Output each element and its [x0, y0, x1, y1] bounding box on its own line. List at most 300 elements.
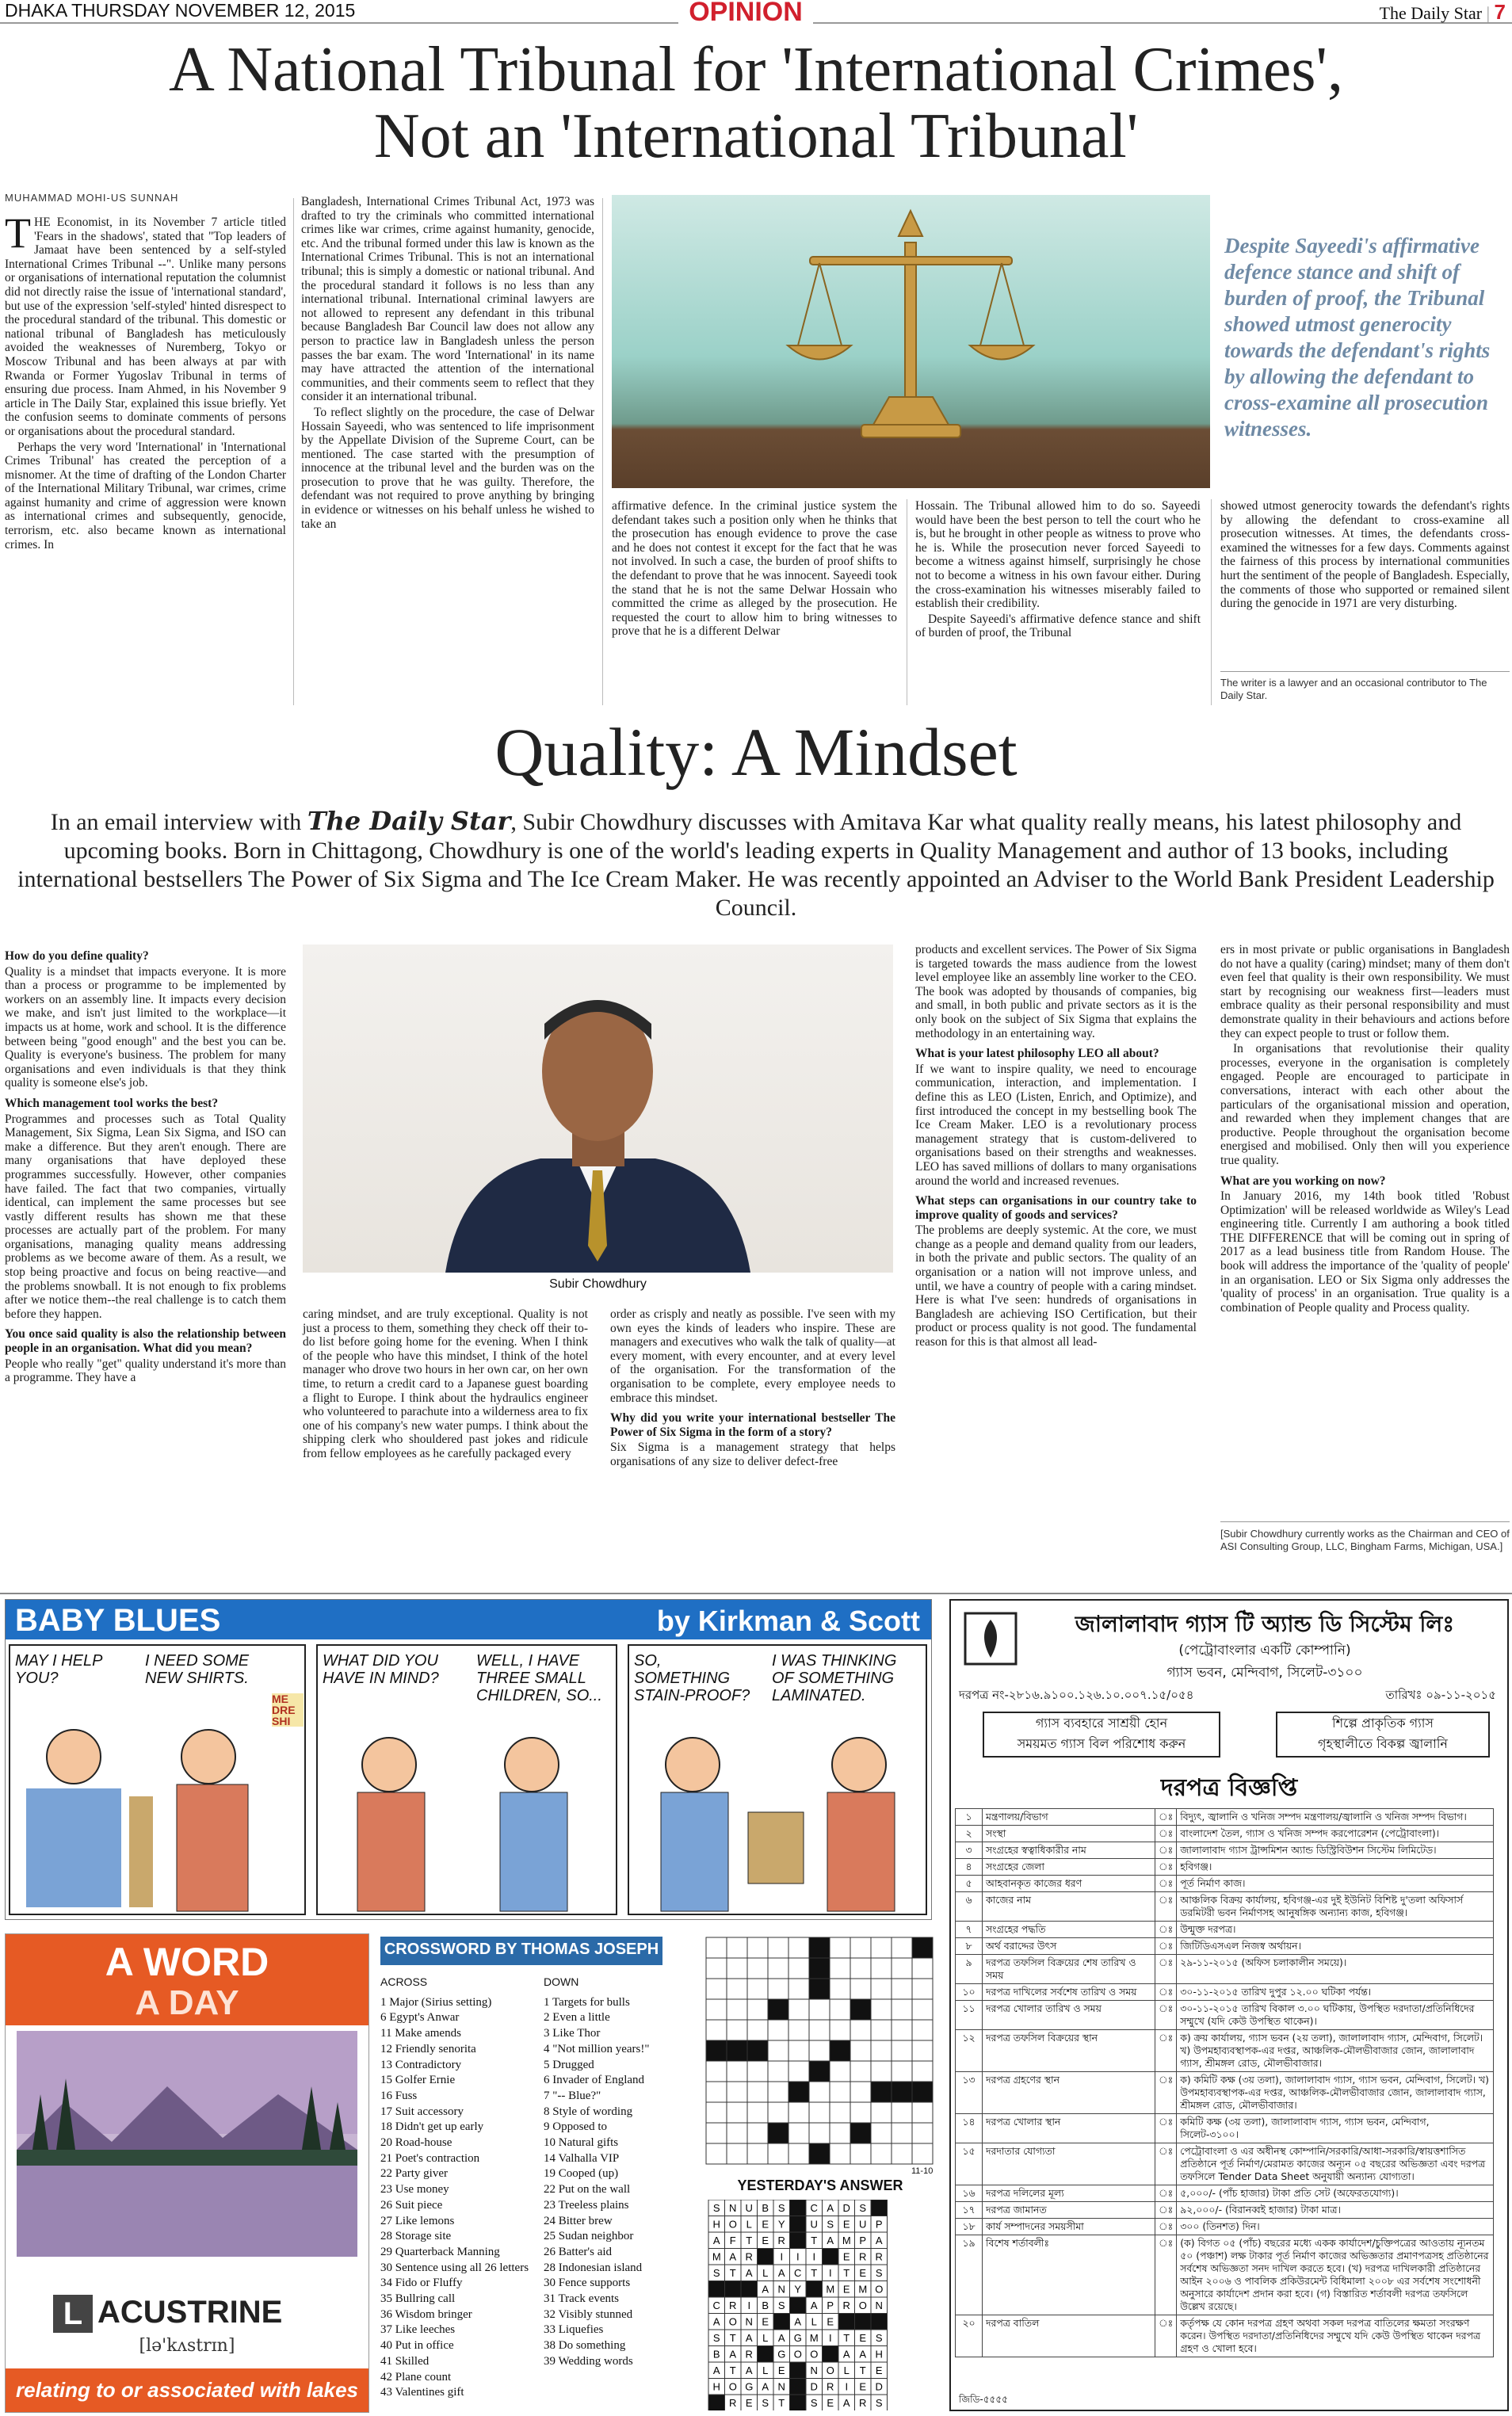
answer-cell — [708, 2281, 725, 2298]
interview-question: What are you working on now? — [1220, 1174, 1386, 1188]
byline: MUHAMMAD MOHI-US SUNNAH — [5, 192, 179, 204]
answer-letter: E — [762, 2315, 769, 2328]
tender-row — [956, 2001, 1494, 2030]
portrait-icon — [303, 945, 893, 1273]
grid-cell[interactable] — [706, 2082, 727, 2102]
answer-letter: O — [826, 2364, 834, 2376]
grid-cell[interactable] — [747, 2061, 768, 2082]
grid-cell[interactable] — [830, 2102, 850, 2123]
grid-cell[interactable] — [871, 2143, 892, 2164]
grid-cell[interactable] — [830, 1937, 850, 1958]
para: Programmes and processes such as Total Quality Management, Six Sigma, Lean Six Sigma, and ISO can make a difference. But they aren't enough. There are many organisations that have deployed these programmes successfully. However, other companies have failed. The fact that two companies, virtually identical, can implement the same processes but see vastly different results has shown me that these processes are actually part of the problem. For many organisations, managing quality means addressing problems as we become aware of them. As a result, we stop being proactive and focus on being reactive—and the problems snowball. It is not enough to fix problems after we notice them--the real challenge is to catch them before they happen. — [5, 1112, 286, 1321]
grid-cell[interactable] — [727, 2061, 747, 2082]
article1-col5 — [1220, 499, 1510, 613]
tender-cell: দরপত্র খোলার তারিখ ও সময় — [983, 2001, 1155, 2030]
grid-cell[interactable] — [706, 2123, 727, 2143]
tender-cell: ৩ — [956, 1842, 983, 1859]
clue: 20 Road-house — [380, 2136, 452, 2150]
section-divider — [0, 1593, 1512, 1594]
tender-cell: দরপত্র গ্রহণের স্থান — [983, 2072, 1155, 2114]
grid-cell[interactable] — [809, 2102, 830, 2123]
grid-cell[interactable] — [892, 2020, 912, 2040]
grid-cell[interactable] — [706, 1999, 727, 2020]
column-rule — [293, 198, 294, 705]
tender-cell: ১৮ — [956, 2219, 983, 2235]
answer-letter: T — [729, 2364, 736, 2376]
grid-cell — [850, 1999, 871, 2020]
answer-letter: H — [712, 2380, 720, 2393]
pronunciation: [lə'kʌstrɪn] — [139, 2336, 235, 2356]
grid-cell[interactable] — [727, 2102, 747, 2123]
comic-panel-2 — [316, 1644, 617, 1915]
memo-number: দরপত্র নং-২৮১৬.৯১০০.১২৬.১০.০০৭.১৫/০৫৪ — [959, 1688, 1194, 1702]
grid-cell[interactable] — [912, 1999, 933, 2020]
answer-letter: F — [729, 2235, 736, 2246]
tender-row — [956, 1955, 1494, 1984]
tender-cell: পূর্ত নির্মাণ কাজ। — [1177, 1876, 1494, 1892]
answer-letter: H — [712, 2218, 720, 2231]
company-logo-icon — [964, 1612, 1018, 1666]
answer-letter: E — [777, 2364, 785, 2376]
grid-cell[interactable] — [892, 2123, 912, 2143]
grid-cell[interactable] — [747, 2102, 768, 2123]
grid-cell[interactable] — [747, 1958, 768, 1979]
answer-letter: D — [842, 2202, 850, 2214]
grid-cell[interactable] — [892, 1999, 912, 2020]
comic-title: BABY BLUES — [15, 1603, 221, 1638]
grid-cell[interactable] — [768, 2102, 788, 2123]
grid-cell[interactable] — [912, 2102, 933, 2123]
grid-cell[interactable] — [850, 2082, 871, 2102]
tender-cell: ঃ — [1155, 2202, 1177, 2219]
tender-cell: ঃ — [1155, 1892, 1177, 1922]
grid-cell[interactable] — [892, 1958, 912, 1979]
grid-cell[interactable] — [727, 1999, 747, 2020]
tender-cell: কার্য সম্পাদনের সময়সীমা — [983, 2219, 1155, 2235]
tender-cell: ঃ — [1155, 1859, 1177, 1876]
answer-letter: R — [729, 2397, 737, 2409]
clue: 29 Quarterback Manning — [380, 2245, 500, 2258]
grid-cell — [850, 2123, 871, 2143]
grid-cell[interactable] — [706, 1937, 727, 1958]
baby-blues-comic — [5, 1599, 932, 1920]
tender-row — [956, 1842, 1494, 1859]
tender-row — [956, 1826, 1494, 1842]
tender-cell: বিশেষ শর্তাবলীঃ — [983, 2235, 1155, 2315]
grid-cell[interactable] — [892, 1937, 912, 1958]
article1-col1 — [5, 209, 286, 553]
tender-cell: দরপত্র খোলার স্থান — [983, 2114, 1155, 2143]
tender-cell: কমিটি কক্ষ (৩য় তলা), জালালাবাদ গ্যাস, গ্যাস ভবন, মেন্দিবাগ, সিলেট-৩১০০। — [1177, 2114, 1494, 2143]
grid-cell[interactable] — [706, 2102, 727, 2123]
tender-cell: মন্ত্রণালয়/বিভাগ — [983, 1809, 1155, 1826]
answer-letter: E — [762, 2218, 769, 2231]
tender-cell: ঃ — [1155, 1876, 1177, 1892]
grid-cell[interactable] — [830, 2143, 850, 2164]
grid-cell[interactable] — [747, 2123, 768, 2143]
grid-cell[interactable] — [830, 1999, 850, 2020]
tender-cell: ৭ — [956, 1922, 983, 1938]
grid-cell[interactable] — [892, 1979, 912, 1999]
grid-cell[interactable] — [892, 2040, 912, 2061]
tender-cell: ১০ — [956, 1984, 983, 2001]
grid-cell[interactable] — [727, 1958, 747, 1979]
tender-cell: ৩০-১১-২০১৫ তারিখ বিকাল ৩.০০ ঘটিকায়, উপস্থিত দরদাতা/প্রতিনিধিদের সম্মুখে (যদি কেউ উপস্থিত থাকেন)। — [1177, 2001, 1494, 2030]
para: products and excellent services. The Power of Six Sigma is targeted towards the mass audience from the lowest level employee like an assembly line worker to the CEO. The book was adopted by thousands of companies, big and small, in both public and private sectors as it is the only book on the subject of Six Sigma that explains the methodology in an entertaining way. — [915, 943, 1197, 1040]
tender-cell: ৩০০ (তিনশত) দিন। — [1177, 2219, 1494, 2235]
answer-letter: N — [777, 2380, 785, 2393]
headline-line-1: A National Tribunal for 'International Crimes', — [169, 35, 1343, 105]
grid-cell — [788, 2082, 809, 2102]
grid-cell[interactable] — [747, 1937, 768, 1958]
answer-letter: M — [809, 2332, 819, 2344]
grid-cell[interactable] — [788, 2102, 809, 2123]
answer-letter: A — [842, 2348, 850, 2361]
footnote-rule — [1220, 1521, 1510, 1522]
answer-letter: G — [777, 2348, 786, 2361]
para: In January 2016, my 14th book titled 'Robust Optimization' will be released worldwide as Wiley's Lead engineering title. Currently I am authoring a book titled THE DIFFERENCE that will be coming out in spring of 2017 as a lead business title from Random House. The book will address the importance of the 'quality of people' in an organisation. LEO or Six Sigma only addresses the 'quality of process' in an organisation. True quality is a combination of People quality and Process quality. — [1220, 1189, 1510, 1315]
clue: 41 Skilled — [380, 2354, 430, 2368]
answer-letter: T — [778, 2397, 785, 2409]
grid-cell[interactable] — [830, 2123, 850, 2143]
tender-cell: ঃ — [1155, 2001, 1177, 2030]
answer-cell — [790, 2395, 807, 2410]
grid-cell[interactable] — [809, 1999, 830, 2020]
answer-letter: L — [762, 2364, 769, 2376]
grid-cell[interactable] — [912, 2143, 933, 2164]
grid-cell[interactable] — [747, 2020, 768, 2040]
answer-letter: O — [728, 2218, 737, 2231]
company-name: জালালাবাদ গ্যাস টি অ্যান্ড ডি সিস্টেম লিঃ — [1075, 1611, 1455, 1637]
grid-cell[interactable] — [706, 1979, 727, 1999]
grid-cell[interactable] — [747, 2143, 768, 2164]
answer-cell — [790, 2297, 807, 2314]
tender-cell: ৫ — [956, 1876, 983, 1892]
article2-col3 — [610, 1307, 895, 1471]
answer-cell — [758, 2346, 774, 2363]
answer-letter: B — [762, 2202, 769, 2214]
grid-cell[interactable] — [788, 1979, 809, 1999]
tender-cell: পেট্রোবাংলা ও এর অধীনস্থ কোম্পানি/সরকারি/আধা-সরকারি/স্বায়ত্তশাসিত প্রতিষ্ঠানে পূর্ত নির্মাণ/মেরামত কাজের অন্যূন ০৫ বছরের অভিজ্ঞতা এবং দরপত্র তফসিলে Tender Data Sheet অনুযায়ী অন্যান্য যোগ্যতা। — [1177, 2143, 1494, 2185]
article1-col2 — [301, 195, 594, 532]
tender-cell: বাংলাদেশ তৈল, গ্যাস ও খনিজ সম্পদ করপোরেশন (পেট্রোবাংলা)। — [1177, 1826, 1494, 1842]
clue: 25 Sudan neighbor — [544, 2230, 634, 2243]
speech-bubble: I NEED SOME NEW SHIRTS. — [145, 1652, 250, 1687]
clue: 27 Like lemons — [380, 2214, 455, 2227]
tender-row — [956, 1876, 1494, 1892]
clue: 7 "-- Blue?" — [544, 2089, 601, 2102]
grid-cell[interactable] — [850, 2040, 871, 2061]
grid-cell[interactable] — [727, 2143, 747, 2164]
grid-cell[interactable] — [768, 2040, 788, 2061]
answer-letter: U — [859, 2218, 867, 2231]
crossword-title: CROSSWORD BY THOMAS JOSEPH — [384, 1941, 659, 1958]
answer-letter: S — [762, 2397, 769, 2409]
answer-letter: U — [745, 2202, 753, 2214]
answer-letter: D — [875, 2380, 883, 2393]
grid-cell[interactable] — [809, 2082, 830, 2102]
tender-cell: দরপত্র জামানত — [983, 2202, 1155, 2219]
answer-letter: M — [826, 2283, 835, 2296]
answer-letter: D — [810, 2380, 818, 2393]
clue: 4 "Not million years!" — [544, 2042, 650, 2055]
answer-letter: I — [780, 2250, 784, 2263]
answer-cell — [855, 2314, 872, 2330]
grid-cell[interactable] — [788, 1937, 809, 1958]
answer-letter: E — [827, 2315, 834, 2328]
para: The problems are deeply systemic. At the core, we must change as a people and demand quality from our leaders, in both the private and public sectors. The quality of an organisation or a nation will not improve unless, and until, we have a country of people with a caring mindset. Here is what I've seen: hundreds of organisations in Bangladesh are achieving ISO Certification, but their product or process quality is not good. The fundamental reason for this is that almost all lead- — [915, 1223, 1197, 1349]
answer-letter: E — [842, 2218, 850, 2231]
answer-letter: E — [762, 2235, 769, 2246]
grid-cell[interactable] — [768, 1979, 788, 1999]
grid-cell[interactable] — [871, 2061, 892, 2082]
article1-headline — [0, 36, 1512, 170]
tender-cell: ঃ — [1155, 2235, 1177, 2315]
grid-cell[interactable] — [912, 2123, 933, 2143]
grid-cell[interactable] — [788, 1999, 809, 2020]
clue-header: DOWN — [544, 1975, 579, 1988]
grid-cell[interactable] — [788, 2061, 809, 2082]
answer-letter: O — [858, 2300, 867, 2311]
grid-cell[interactable] — [892, 2143, 912, 2164]
answer-letter: B — [712, 2348, 720, 2361]
answer-letter: A — [777, 2332, 785, 2344]
grid-cell[interactable] — [871, 1999, 892, 2020]
answer-letter: P — [875, 2218, 883, 2231]
grid-cell[interactable] — [706, 2143, 727, 2164]
answer-letter: R — [827, 2380, 834, 2393]
grid-date: 11-10 — [911, 2166, 934, 2176]
grid-cell[interactable] — [830, 1979, 850, 1999]
clue: 16 Fuss — [380, 2089, 418, 2102]
column-rule — [1211, 499, 1212, 705]
answer-letter: O — [875, 2283, 884, 2296]
grid-cell[interactable] — [892, 2061, 912, 2082]
comic-credits: by Kirkman & Scott — [656, 1605, 920, 1637]
tender-cell: ঃ — [1155, 2030, 1177, 2072]
answer-letter: T — [729, 2267, 736, 2279]
grid-cell[interactable] — [788, 2040, 809, 2061]
para: Hossain. The Tribunal allowed him to do so. Sayeedi would have been the best person to tell the court who he is, but he brought in other people as witness to prove who he is. While the prosecution never forced Sayeedi to become a witness against himself, surprisingly he chose not to become a witness in his own favour either. During the cross-examination his witnesses miserably failed to establish their credibility. — [915, 499, 1201, 611]
grid-cell — [768, 1999, 788, 2020]
tender-cell: (ক) বিগত ০৫ (পাঁচ) বছরের মধ্যে একক কার্যাদেশ/চুক্তিপত্রের আওতায় ন্যূনতম ৫০ (পঞ্চাশ) লক্ষ টাকার পূর্ত নির্মাণ কাজের অভিজ্ঞতার প্রমাণপত্রসহ প্রতিষ্ঠানের সর্বশেষ অভিজ্ঞতা সনদ দাখিল করতে হবে। (খ) দরপত্র দাখিলকারী প্রতিষ্ঠানের আইন ২০০৬ ও পাবলিক প্রকিউরমেন্ট বিধিমালা ২০০৮ এর সর্বশেষ সংশোধনী অনুসারে কার্যাদেশ প্রদান করা হবে। (গ) বিস্তারিত শর্তাবলী দরপত্র তফসিলে উল্লেখ রয়েছে। — [1177, 2235, 1494, 2315]
grid-cell[interactable] — [768, 2143, 788, 2164]
answer-letter: A — [810, 2300, 818, 2311]
grid-cell[interactable] — [788, 2143, 809, 2164]
tender-cell: ঃ — [1155, 2114, 1177, 2143]
clue: 9 Opposed to — [544, 2120, 607, 2134]
word-first-letter: L — [53, 2295, 93, 2333]
para: order as crisply and neatly as possible. I've seen with my own eyes the kinds of leaders who inspire. These are managers and executives who walk the talk of quality—at every moment, with every encounter, and at every level of the organisation. For the transformation of the organisation to be complete, every employee needs to embrace this mindset. — [610, 1307, 895, 1405]
grid-cell — [809, 2143, 830, 2164]
clue: 23 Treeless plains — [544, 2198, 629, 2212]
answer-cell — [790, 2379, 807, 2395]
clue: 30 Fence supports — [544, 2277, 631, 2290]
answer-letter: S — [827, 2218, 834, 2231]
clue: 5 Drugged — [544, 2058, 594, 2071]
grid-cell[interactable] — [850, 2143, 871, 2164]
clue: 38 Do something — [544, 2339, 626, 2353]
answer-letter: E — [842, 2250, 850, 2263]
grid-cell[interactable] — [871, 2040, 892, 2061]
answer-letter: A — [762, 2283, 769, 2296]
grid-cell[interactable] — [768, 2082, 788, 2102]
grid-cell[interactable] — [768, 1958, 788, 1979]
clue: 40 Put in office — [380, 2339, 454, 2353]
tender-table — [955, 1808, 1494, 2357]
tender-cell: ১৬ — [956, 2185, 983, 2202]
slogan-line: শিল্পে প্রাকৃতিক গ্যাস — [1332, 1716, 1434, 1731]
grid-cell[interactable] — [706, 2020, 727, 2040]
grid-cell[interactable] — [747, 1979, 768, 1999]
grid-cell[interactable] — [830, 2061, 850, 2082]
para: showed utmost generocity towards the defendant's rights by allowing the defendant to cross-examine all prosecution witnesses. At times, the defendants cross-examined the witnesses for a few days. Comments against the fairness of this process by international communities hurt the sentiment of the people of Bangladesh. Especially, the comments of those who supported or remained silent during the genocide in 1971 are very disturbing. — [1220, 499, 1510, 611]
daily-star-logo: The Daily Star — [307, 806, 511, 836]
tender-cell: ১৪ — [956, 2114, 983, 2143]
tender-cell: অর্থ বরাদ্দের উৎস — [983, 1938, 1155, 1955]
grid-cell[interactable] — [830, 1958, 850, 1979]
grid-cell — [768, 2123, 788, 2143]
answer-letter: N — [777, 2283, 785, 2296]
grid-cell[interactable] — [871, 1937, 892, 1958]
answer-title: YESTERDAY'S ANSWER — [737, 2177, 903, 2193]
comic-panel-1 — [9, 1644, 306, 1915]
grid-cell[interactable] — [788, 2020, 809, 2040]
comic-art-icon — [629, 1717, 926, 1914]
tender-cell: ১৫ — [956, 2143, 983, 2185]
grid-cell[interactable] — [850, 2061, 871, 2082]
grid-cell[interactable] — [871, 2102, 892, 2123]
grid-cell[interactable] — [912, 2020, 933, 2040]
slogan-line: গৃহস্থালীতে বিকল্প জ্বালানি — [1318, 1736, 1448, 1751]
answer-letter: O — [793, 2348, 802, 2361]
answer-letter: A — [745, 2332, 753, 2344]
slogan-box-1 — [983, 1712, 1220, 1758]
crossword-grid[interactable] — [705, 1937, 935, 2166]
grid-cell[interactable] — [727, 2082, 747, 2102]
grid-cell[interactable] — [871, 2123, 892, 2143]
subir-chowdhury-photo — [303, 945, 893, 1273]
answer-letter: U — [810, 2218, 818, 2231]
interview-question: You once said quality is also the relationship between people in an organisation. What did you mean? — [5, 1327, 286, 1356]
answer-letter: S — [777, 2202, 785, 2214]
grid-cell[interactable] — [727, 1979, 747, 1999]
answer-letter: S — [777, 2300, 785, 2311]
grid-cell — [706, 2040, 727, 2061]
answer-letter: M — [842, 2235, 851, 2246]
clue: 1 Targets for bulls — [544, 1995, 630, 2009]
answer-letter: I — [796, 2250, 800, 2263]
word: ACUSTRINE — [97, 2295, 283, 2330]
answer-cell — [790, 2362, 807, 2379]
para: Perhaps the very word 'International' in 'International Crimes Tribunal' has created the perception of a misnomer. At the time of drafting of the London Charter of the International Military Tribunal, war crimes, crime against humanity and crime of aggression were known as international crimes and subsequently, genocide, terrorism, etc. also became known as international crimes. In — [5, 440, 286, 552]
grid-cell[interactable] — [850, 2020, 871, 2040]
tender-cell: দরপত্র দাখিলের সর্বশেষ তারিখ ও সময় — [983, 1984, 1155, 2001]
article2-col1 — [5, 943, 286, 1387]
grid-cell[interactable] — [850, 1937, 871, 1958]
answer-letter: A — [712, 2235, 720, 2246]
grid-cell[interactable] — [912, 1958, 933, 1979]
tender-cell: সংগ্রহের জেলা — [983, 1859, 1155, 1876]
answer-letter: S — [875, 2397, 883, 2409]
grid-cell[interactable] — [830, 2020, 850, 2040]
tender-cell: ৯২,০০০/- (বিরানব্বই হাজার) টাকা মাত্র। — [1177, 2202, 1494, 2219]
clue: 32 Visibly stunned — [544, 2307, 633, 2321]
grid-cell[interactable] — [892, 2102, 912, 2123]
grid-cell[interactable] — [912, 1979, 933, 1999]
scales-icon — [612, 195, 1210, 488]
tender-cell: জালালাবাদ গ্যাস ট্রান্সমিশন অ্যান্ড ডিস্ট্রিবিউশন সিস্টেম লিমিটেড। — [1177, 1842, 1494, 1859]
tender-cell: ৩০-১১-২০১৫ তারিখ দুপুর ১২.০০ ঘটিকা পর্যন্ত। — [1177, 1984, 1494, 2001]
para: caring mindset, and are truly exceptional. Quality is not just a process to them, something they check off their to-do list before going home for the evening. When I think of the people who have this mindset, I think of the hotel manager who drove two hours in her own car, on her own time, to return a credit card to a Japanese guest boarding a flight to Europe. I think about the hydraulics engineer who volunteered to parachute into a wilderness area to fix one of his company's new water pumps. I think about the shipping clerk who shouldered past jokes and ridicule from fellow employees as he carefully packaged every — [303, 1307, 588, 1460]
clue: 6 Invader of England — [544, 2074, 645, 2087]
answer-letter: O — [728, 2315, 737, 2328]
grid-cell[interactable] — [912, 2040, 933, 2061]
tender-cell: ঃ — [1155, 1955, 1177, 1984]
grid-cell[interactable] — [768, 1937, 788, 1958]
speech-bubble: I WAS THINKING OF SOMETHING LAMINATED. — [772, 1652, 897, 1704]
grid-cell[interactable] — [850, 2102, 871, 2123]
answer-cell — [708, 2395, 725, 2410]
tender-cell: দরপত্র দলিলের মূল্য — [983, 2185, 1155, 2202]
tender-cell: ১২ — [956, 2030, 983, 2072]
answer-letter: R — [777, 2235, 785, 2246]
grid-cell[interactable] — [706, 1958, 727, 1979]
answer-letter: A — [827, 2235, 834, 2246]
answer-letter: T — [843, 2267, 850, 2279]
answer-letter: T — [746, 2235, 753, 2246]
grid-cell[interactable] — [727, 2020, 747, 2040]
grid-cell[interactable] — [747, 1999, 768, 2020]
grid-cell[interactable] — [788, 2123, 809, 2143]
answer-letter: N — [875, 2300, 883, 2311]
answer-letter: S — [712, 2332, 720, 2344]
tender-cell: ক) ক্রয় কার্যালয়, গ্যাস ভবন (২য় তলা), জালালাবাদ গ্যাস, মেন্দিবাগ, সিলেট। খ) উপমহাব্যবস্থাপক-এর দপ্তর, আঞ্চলিক-মৌলভীবাজার জোন, জালালাবাদ গ্যাস, শ্রীমঙ্গল রোড, মৌলভীবাজার। — [1177, 2030, 1494, 2072]
grid-cell[interactable] — [871, 1979, 892, 1999]
grid-cell[interactable] — [768, 2020, 788, 2040]
answer-letter: E — [859, 2380, 867, 2393]
grid-cell[interactable] — [850, 1979, 871, 1999]
grid-cell[interactable] — [871, 2020, 892, 2040]
grid-cell[interactable] — [788, 1958, 809, 1979]
grid-cell[interactable] — [809, 2020, 830, 2040]
grid-cell[interactable] — [850, 1958, 871, 1979]
clue: 18 Didn't get up early — [380, 2120, 484, 2134]
answer-letter: A — [875, 2235, 883, 2246]
grid-cell[interactable] — [871, 1958, 892, 1979]
grid-cell[interactable] — [727, 1937, 747, 1958]
grid-cell[interactable] — [727, 2123, 747, 2143]
grid-cell[interactable] — [747, 2082, 768, 2102]
grid-cell[interactable] — [830, 2082, 850, 2102]
clue: 1 Major (Sirius setting) — [380, 1995, 492, 2009]
clue: 26 Batter's aid — [544, 2245, 613, 2258]
grid-cell[interactable] — [768, 2061, 788, 2082]
answer-letter: C — [794, 2267, 802, 2279]
grid-cell[interactable] — [809, 2123, 830, 2143]
answer-cell — [773, 2314, 790, 2330]
answer-letter: T — [859, 2364, 866, 2376]
tender-row — [956, 2235, 1494, 2315]
answer-letter: E — [859, 2332, 867, 2344]
grid-cell[interactable] — [912, 2061, 933, 2082]
clue: 34 Fido or Fluffy — [380, 2277, 463, 2290]
grid-cell[interactable] — [706, 2061, 727, 2082]
tender-cell: ৫,০০০/- (পাঁচ হাজার) টাকা প্রতি সেট (অফেরতযোগ্য)। — [1177, 2185, 1494, 2202]
answer-letter: A — [794, 2315, 802, 2328]
answer-letter: E — [842, 2283, 850, 2296]
grid-cell[interactable] — [809, 2040, 830, 2061]
